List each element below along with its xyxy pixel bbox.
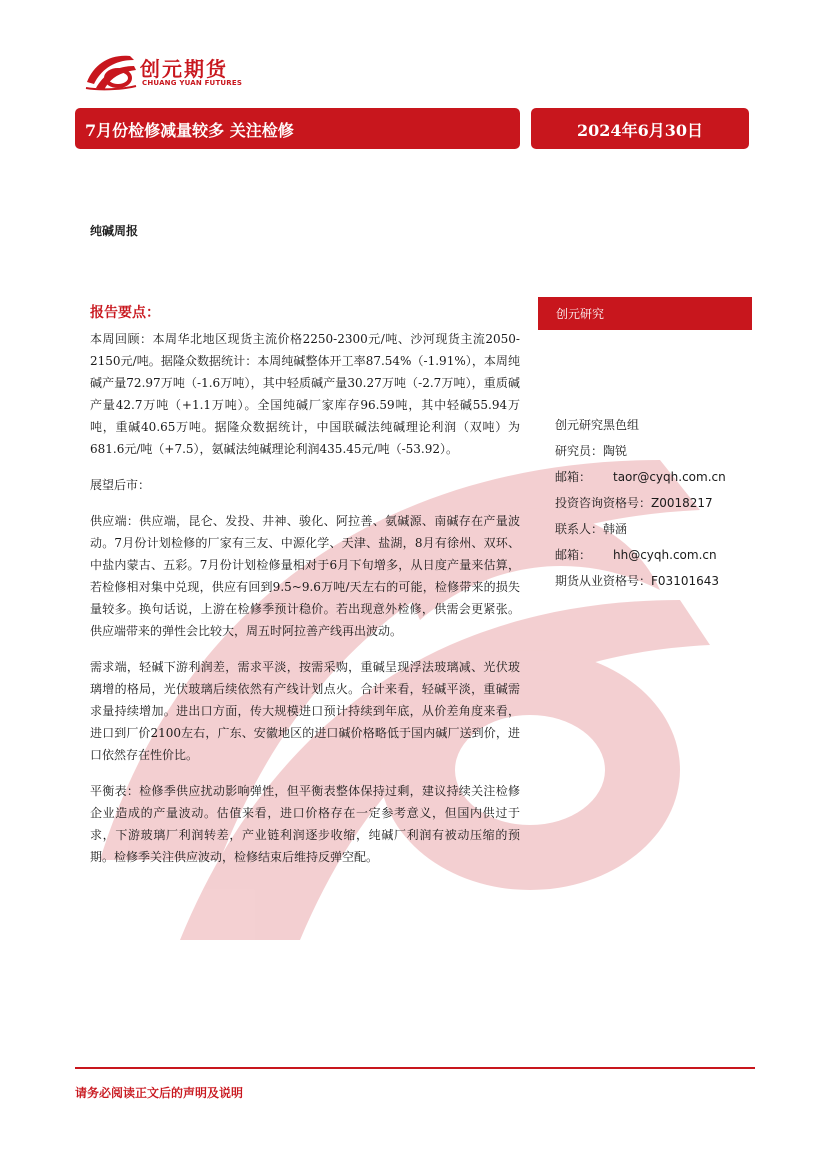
report-date: 2024年6月30日 <box>577 121 703 140</box>
researcher-name: 陶锐 <box>603 444 628 458</box>
email1-label: 邮箱： <box>555 470 592 484</box>
sidebar-header <box>538 297 752 330</box>
report-title-bar <box>75 108 520 149</box>
license2-label: 期货从业资格号： <box>555 574 652 588</box>
report-date-bar <box>531 108 749 149</box>
outlook-label: 展望后市： <box>90 478 151 492</box>
logo-name-en: CHUANG YUAN FUTURES <box>142 79 243 87</box>
weekly-review: 本周回顾：本周华北地区现货主流价格2250-2300元/吨、沙河现货主流2050-2150元/吨。据隆众数据统计：本周纯碱整体开工率87.54%（-1.91%），本周纯碱产量72.97万吨（-1.6万吨），其中轻质碱产量30.27万吨（-2.7万吨），重质碱产量42.7万吨（+1.1万吨）。全国纯碱厂家库存96.59吨，其中轻碱55.94万吨，重碱40.65万吨。据隆众数据统计，中国联碱法纯碱理论利润（双吨）为681.6元/吨（+7.5），氨碱法纯碱理论利润435.45元/吨（-53.92）。 <box>90 332 520 456</box>
supply-paragraph: 供应端：供应端，昆仑、发投、井神、骏化、阿拉善、氨碱源、南碱存在产量波动。7月份计划检修的厂家有三友、中源化学、天津、盐湖，8月有徐州、双环、中盐内蒙古、五彩。7月份计划检修量相对于6月下旬增多，从日度产量来估算，若检修相对集中兑现，供应有回到9.5~9.6万吨/天左右的可能，检修带来的损失量较多。换句话说，上游在检修季预计稳价。若出现意外检修，供需会更紧张。供应端带来的弹性会比较大，周五时阿拉善产线再出波动。 <box>90 514 520 638</box>
researcher-label: 研究员： <box>555 444 604 458</box>
analyst-contacts <box>555 412 755 594</box>
email1-line <box>555 464 755 490</box>
license2-value: F03101643 <box>651 574 719 588</box>
email1-link[interactable]: taor@cyqh.com.cn <box>613 470 726 484</box>
company-logo <box>84 48 254 94</box>
key-points-heading: 报告要点： <box>90 305 160 321</box>
report-title: 7月份检修减量较多 关注检修 <box>85 121 294 140</box>
report-body <box>90 302 520 878</box>
sidebar-header-label: 创元研究 <box>556 307 605 321</box>
license1-value: Z0018217 <box>651 496 713 510</box>
demand-paragraph: 需求端，轻碱下游利润差，需求平淡，按需采购，重碱呈现浮法玻璃减、光伏玻璃增的格局，光伏玻璃后续依然有产线计划点火。合计来看，轻碱平淡，重碱需求量持续增加。进出口方面，传大规模进口预计持续到年底，从价差角度来看，进口到厂价2100左右，广东、安徽地区的进口碱价格略低于国内碱厂送到价，进口依然存在性价比。 <box>90 660 520 762</box>
logo-name-cn: 创元期货 <box>140 57 228 81</box>
balance-paragraph: 平衡表：检修季供应扰动影响弹性，但平衡表整体保持过剩，建议持续关注检修企业造成的产量波动。估值来看，进口价格存在一定参考意义，但国内供过于求，下游玻璃厂利润转差，产业链利润逐步收缩，纯碱厂利润有被动压缩的预期。检修季关注供应波动，检修结束后维持反弹空配。 <box>90 784 520 864</box>
logo-mark-icon <box>84 48 142 92</box>
license2-line <box>555 568 755 594</box>
license1-line <box>555 490 755 516</box>
contact-label: 联系人： <box>555 522 604 536</box>
research-group: 创元研究黑色组 <box>555 418 640 432</box>
footer-disclaimer: 请务必阅读正文后的声明及说明 <box>75 1086 244 1100</box>
footer-divider <box>75 1067 755 1069</box>
email2-label: 邮箱： <box>555 548 592 562</box>
email2-line <box>555 542 755 568</box>
report-category: 纯碱周报 <box>90 224 139 238</box>
email2-link[interactable]: hh@cyqh.com.cn <box>613 548 717 562</box>
contact-name: 韩涵 <box>603 522 628 536</box>
license1-label: 投资咨询资格号： <box>555 496 652 510</box>
contact-line <box>555 516 755 542</box>
researcher-line <box>555 438 755 464</box>
